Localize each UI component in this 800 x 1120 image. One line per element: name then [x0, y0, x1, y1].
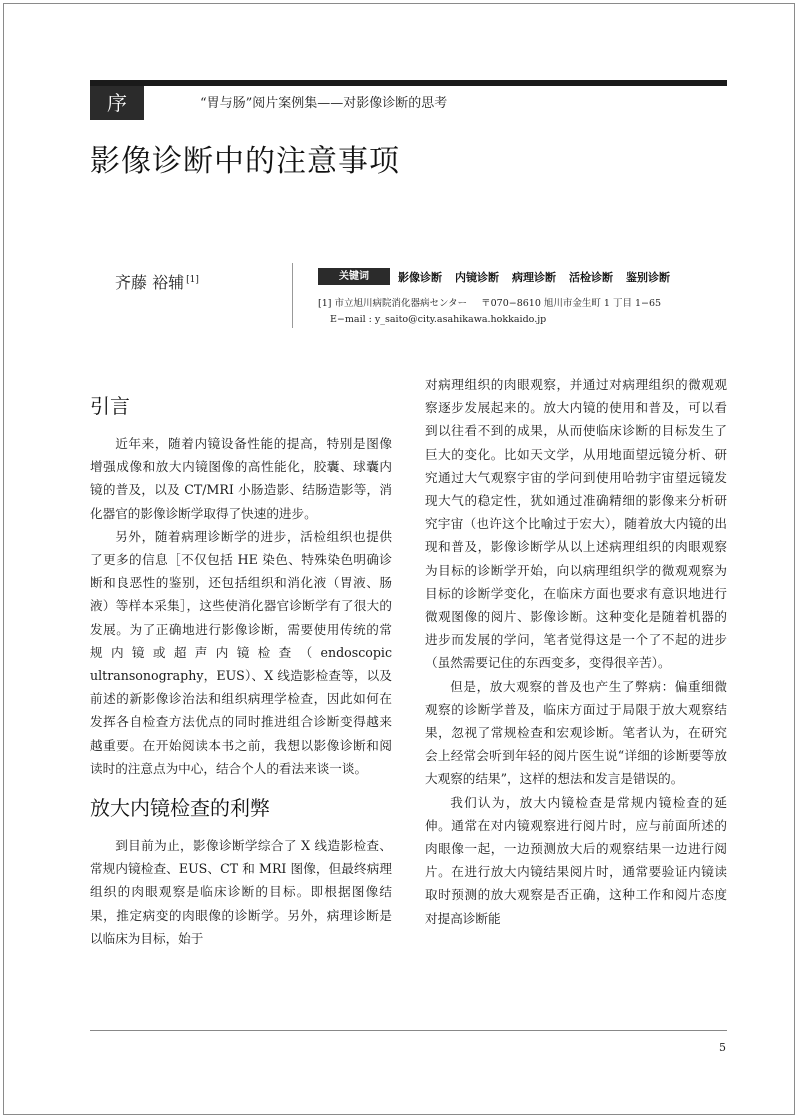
- author: [115, 270, 199, 293]
- affiliation-address: 〒070−8610 旭川市金生町 1 丁目 1−65: [481, 298, 662, 309]
- author-divider: [292, 263, 293, 328]
- keyword: 影像诊断: [398, 270, 442, 284]
- series-title: “胃与肠”阅片案例集——对影像诊断的思考: [200, 96, 448, 111]
- page-number: 5: [719, 1041, 726, 1054]
- right-column: [425, 373, 727, 930]
- author-email: E−mail : y_saito@city.asahikawa.hokkaido.jp: [330, 314, 547, 325]
- keyword: 活检诊断: [569, 270, 613, 284]
- keywords: [318, 268, 683, 285]
- keyword: 鉴别诊断: [626, 270, 670, 284]
- keyword: 病理诊断: [512, 270, 556, 284]
- author-ref: [1]: [186, 274, 199, 285]
- paragraph-continued: 对病理组织的肉眼观察，并通过对病理组织的微观观察逐步发展起来的。放大内镜的使用和普及，可以看到以往看不到的成果，从而使临床诊断的目标发生了巨大的变化。比如天文学，从用地面望远镜分析、研究通过大气观察宇宙的学问到使用哈勃宇宙望远镜发现大气的稳定性，犹如通过准确精细的影像来分析研究宇宙（也许这个比喻过于宏大），随着放大内镜的出现和普及，影像诊断学从以上述病理组织的肉眼观察为目标的诊断学开始，向以病理组织学的微观观察为目标的诊断学变化，在临床方面也要求有意识地进行微观图像的阅片、影像诊断。这种变化是随着机器的进步而发展的学问，笔者觉得这是一个了不起的进步（虽然需要记住的东西变多，变得很辛苦）。: [425, 377, 727, 671]
- paragraph: 到目前为止，影像诊断学综合了 X 线造影检查、常规内镜检查、EUS、CT 和 MRI 图像，但最终病理组织的肉眼观察是临床诊断的目标。即根据图像结果，推定病变的肉眼像的诊断学。另外，病理诊断是以临床为目标，始于: [90, 838, 392, 946]
- paragraph: 近年来，随着内镜设备性能的提高，特别是图像增强成像和放大内镜图像的高性能化，胶囊、球囊内镜的普及，以及 CT/MRI 小肠造影、结肠造影等，消化器官的影像诊断学取得了快速的进步。: [90, 436, 392, 521]
- header-rule: [90, 80, 727, 86]
- section-heading-intro: 引言: [90, 394, 130, 418]
- keyword: 内镜诊断: [455, 270, 499, 284]
- left-column: [90, 380, 392, 950]
- section-heading-magnifying: 放大内镜检查的利弊: [90, 796, 270, 821]
- keywords-label: 关键词: [318, 268, 390, 285]
- section-label: 序: [90, 86, 144, 120]
- paragraph: 我们认为，放大内镜检查是常规内镜检查的延伸。通常在对内镜观察进行阅片时，应与前面所述的肉眼像一起，一边预测放大后的观察结果一边进行阅片。在进行放大内镜结果阅片时，通常要验证内镜读取时预测的放大观察是否正确，这种工作和阅片态度对提高诊断能: [425, 794, 727, 926]
- affiliation-institution: [1] 市立旭川病院消化器病センター: [318, 298, 468, 309]
- author-name: 齐藤 裕辅: [115, 273, 185, 292]
- page-title: 影像诊断中的注意事项: [90, 144, 400, 179]
- footer-rule: [90, 1030, 727, 1031]
- paragraph: 另外，随着病理诊断学的进步，活检组织也提供了更多的信息［不仅包括 HE 染色、特殊染色明确诊断和良恶性的鉴别，还包括组织和消化液（胃液、肠液）等样本采集］，这些使消化器官诊断学有了很大的发展。为了正确地进行影像诊断，需要使用传统的常规内镜或超声内镜检查（endoscopic ultransonography，EUS）、X 线造影检查等，以及前述的新影像诊治法和组织病理学检查，因此如何在发挥各自检查方法优点的同时推进组合诊断变得越来越重要。在开始阅读本书之前，我想以影像诊断和阅读时的注意点为中心，结合个人的看法来谈一谈。: [90, 528, 392, 776]
- affiliation: [318, 296, 661, 328]
- paragraph: 但是，放大观察的普及也产生了弊病：偏重细微观察的诊断学普及，临床方面过于局限于放大观察结果，忽视了常规检查和宏观诊断。笔者认为，在研究会上经常会听到年轻的阅片医生说“详细的诊断要等放大观察的结果”，这样的想法和发言是错误的。: [425, 678, 727, 787]
